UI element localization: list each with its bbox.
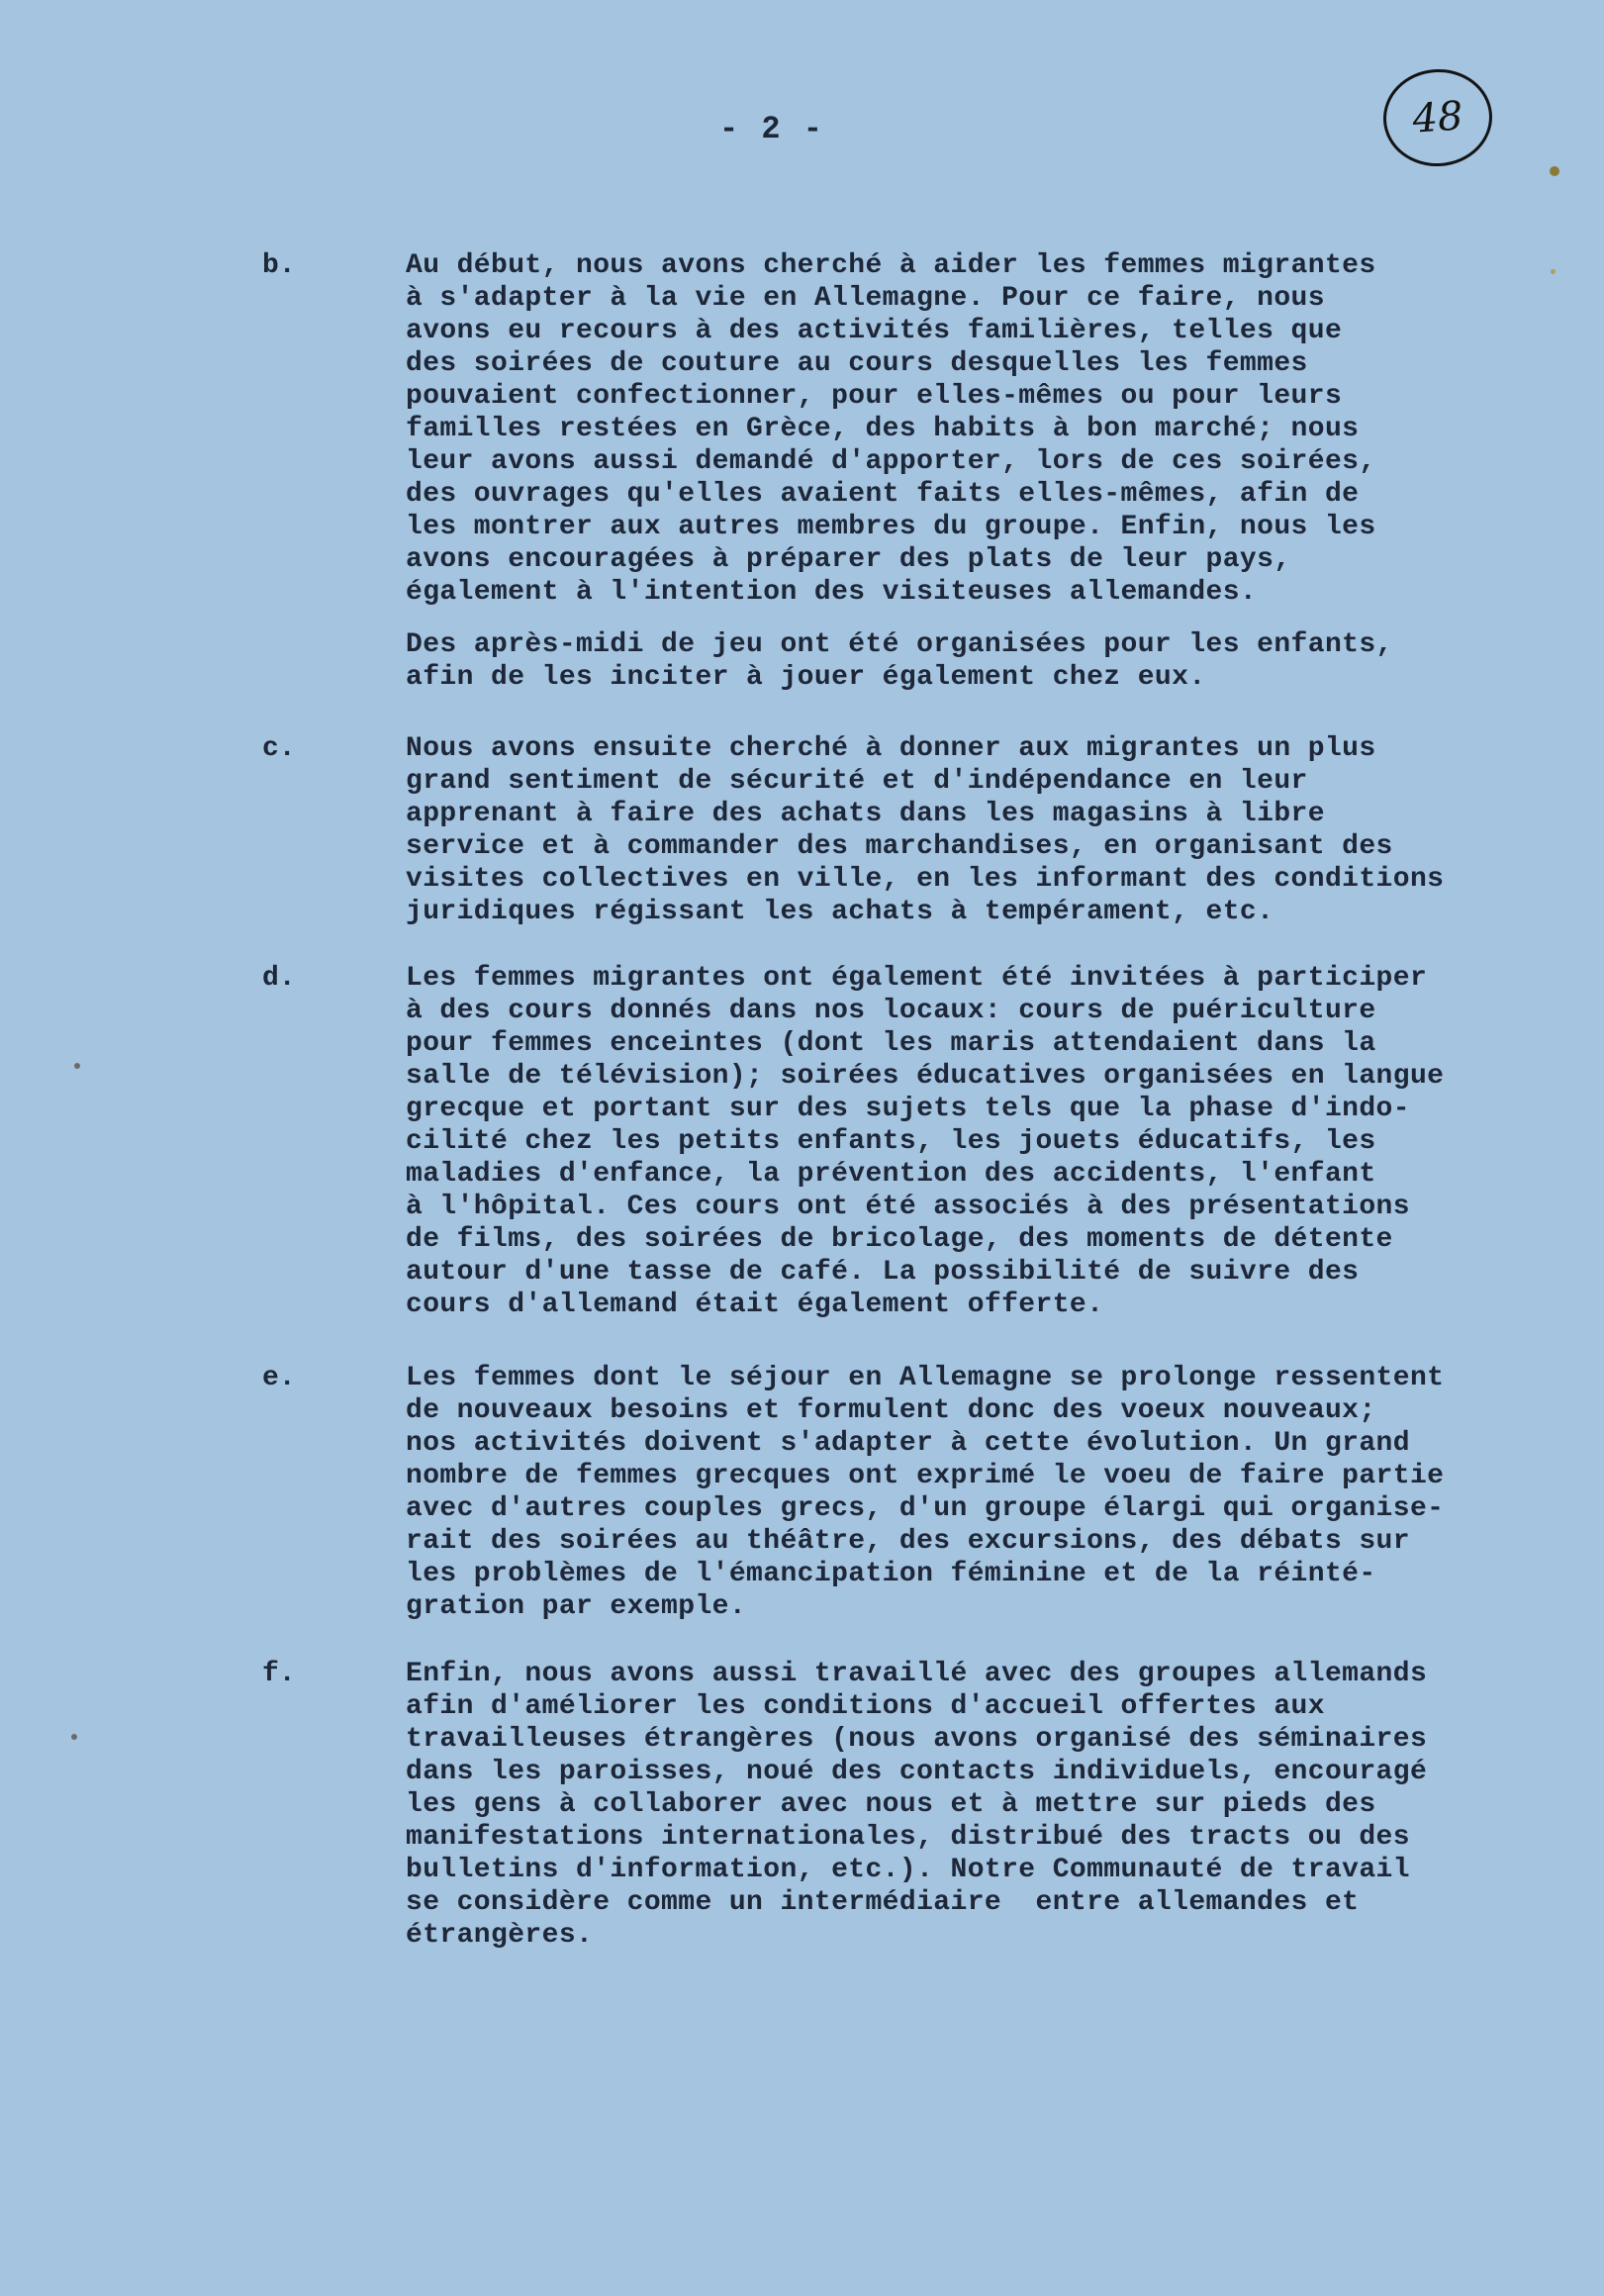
paragraph: Enfin, nous avons aussi travaillé avec des groupes allemands afin d'améliorer les conditions d'accueil offertes aux travailleuses étrangères (nous avons organisé des séminaires dans les paroisses, noué des contacts individuels, encouragé les gens à collaborer avec nous et à mettre sur pieds des manifestations internationales, distribué des tracts ou des bulletins d'information, etc.). Notre Communauté de travail se considère comme un intermédiaire entre allemandes et étrangères. bbox=[406, 1659, 1428, 1951]
page-number: - 2 - bbox=[718, 111, 824, 147]
item-marker: c. bbox=[262, 733, 296, 764]
item-marker: d. bbox=[262, 963, 296, 994]
item-marker: f. bbox=[262, 1659, 296, 1689]
item-marker: e. bbox=[262, 1363, 296, 1393]
paragraph: Au début, nous avons cherché à aider les femmes migrantes à s'adapter à la vie en Allemagne. Pour ce faire, nous avons eu recours à des activités familières, telles que des soirées de couture au cours desquelles les femmes pouvaient confectionner, pour elles-mêmes ou pour leurs familles restées en Grèce, des habits à bon marché; nous leur avons aussi demandé d'apporter, lors de ces soirées, des ouvrages qu'elles avaient faits elles-mêmes, afin de les montrer aux autres membres du groupe. Enfin, nous les avons encouragées à préparer des plats de leur pays, également à l'intention des visiteuses allemandes. bbox=[406, 250, 1376, 608]
paragraph: Les femmes dont le séjour en Allemagne se prolonge ressentent de nouveaux besoins et formulent donc des voeux nouveaux; nos activités doivent s'adapter à cette évolution. Un grand nombre de femmes grecques ont exprimé le voeu de faire partie avec d'autres couples grecs, d'un groupe élargi qui organise- rait des soirées au théâtre, des excursions, des débats sur les problèmes de l'émancipation féminine et de la réinté- gration par exemple. bbox=[406, 1363, 1445, 1622]
paragraph: Les femmes migrantes ont également été invitées à participer à des cours donnés dans nos locaux: cours de puériculture pour femmes enceintes (dont les maris attendaient dans la salle de télévision); soirées éducatives organisées en langue grecque et portant sur des sujets tels que la phase d'indo- cilité chez les petits enfants, les jouets éducatifs, les maladies d'enfance, la prévention des accidents, l'enfant à l'hôpital. Ces cours ont été associés à des présentations de films, des soirées de bricolage, des moments de détente autour d'une tasse de café. La possibilité de suivre des cours d'allemand était également offerte. bbox=[406, 963, 1445, 1320]
paper-speck bbox=[1551, 269, 1556, 274]
paragraph: Nous avons ensuite cherché à donner aux migrantes un plus grand sentiment de sécurité et d'indépendance en leur apprenant à faire des achats dans les magasins à libre service et à commander des marchandises, en organisant des visites collectives en ville, en les informant des conditions juridiques régissant les achats à tempérament, etc. bbox=[406, 733, 1445, 927]
paper-speck bbox=[74, 1063, 80, 1069]
folio-number-circle: 48 bbox=[1380, 65, 1496, 169]
paper-speck bbox=[71, 1734, 77, 1740]
paragraph: Des après-midi de jeu ont été organisées pour les enfants, afin de les inciter à jouer également chez eux. bbox=[406, 629, 1393, 693]
item-marker: b. bbox=[262, 250, 296, 281]
paper-speck bbox=[1550, 166, 1559, 176]
